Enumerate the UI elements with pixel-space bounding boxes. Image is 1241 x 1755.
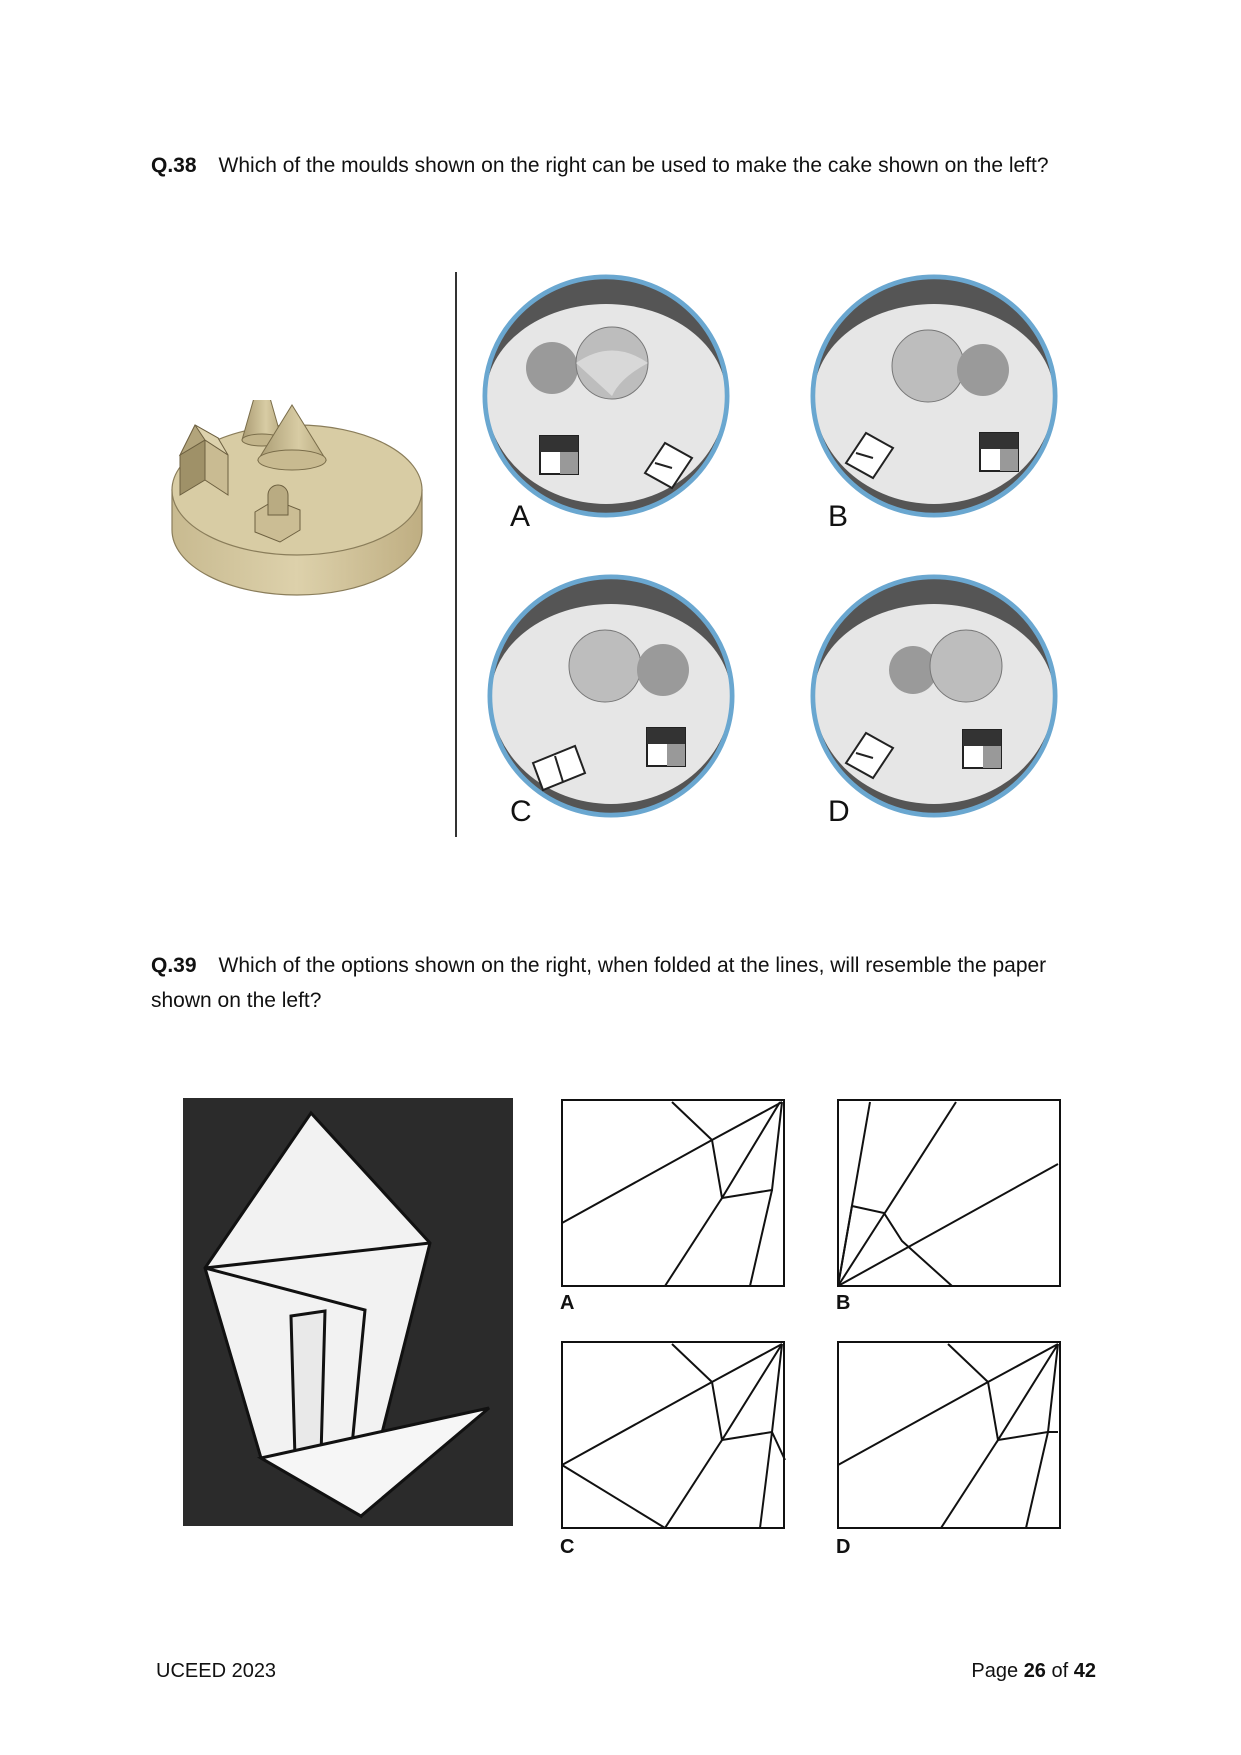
fold-label-b: B	[836, 1292, 851, 1314]
question-39-text	[151, 948, 1096, 1018]
fold-label-a: A	[560, 1292, 575, 1314]
footer-page-current: 26	[1023, 1660, 1046, 1682]
question-39-number: Q.39	[151, 954, 197, 977]
question-38-text	[151, 148, 1096, 183]
folded-paper-photo	[183, 1098, 513, 1526]
mould-option-a	[480, 268, 735, 523]
mould-label-b: B	[828, 500, 849, 533]
footer-page-of: of	[1051, 1660, 1069, 1682]
mould-option-c	[485, 568, 740, 823]
fold-label-d: D	[836, 1536, 851, 1558]
footer-page-prefix: Page	[971, 1660, 1019, 1682]
fold-option-a	[560, 1098, 786, 1288]
mould-label-d: D	[828, 795, 850, 828]
fold-option-c	[560, 1340, 786, 1530]
mould-label-c: C	[510, 795, 532, 828]
fold-option-b	[836, 1098, 1062, 1288]
fold-label-c: C	[560, 1536, 575, 1558]
question-38-body: Which of the moulds shown on the right can be used to make the cake shown on the left?	[218, 154, 1049, 177]
question-39-body: Which of the options shown on the right, when folded at the lines, will resemble the paper shown on the left?	[151, 954, 1047, 1012]
fold-option-d	[836, 1340, 1062, 1530]
question-38-number: Q.38	[151, 154, 197, 177]
mould-label-a: A	[510, 500, 531, 533]
mould-option-b	[808, 268, 1063, 523]
footer-page-number	[971, 1660, 1096, 1683]
footer-page-total: 42	[1073, 1660, 1096, 1682]
q38-divider	[455, 272, 457, 837]
cake-figure	[160, 400, 435, 620]
footer-exam-name: UCEED 2023	[156, 1660, 277, 1682]
mould-option-d	[808, 568, 1063, 823]
